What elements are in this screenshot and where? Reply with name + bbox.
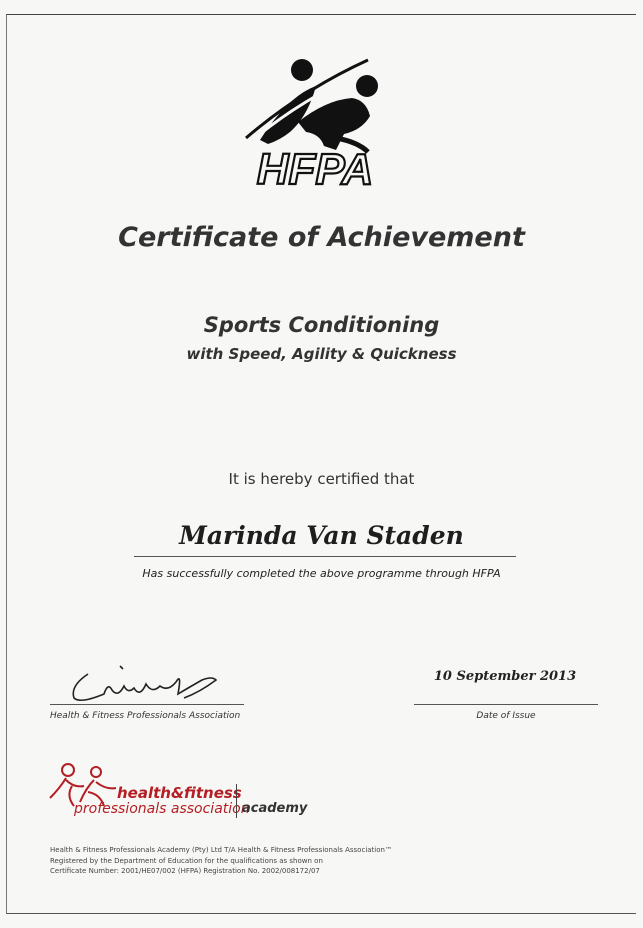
academy-divider bbox=[236, 784, 237, 818]
signature-line bbox=[50, 704, 244, 705]
signature-label: Health & Fitness Professionals Association bbox=[50, 711, 241, 721]
programme-subtitle: with Speed, Agility & Quickness bbox=[186, 345, 457, 363]
issue-date: 10 September 2013 bbox=[433, 669, 577, 684]
athletes-emblem bbox=[246, 59, 378, 152]
hfpa-logo-text: HFPA bbox=[256, 145, 374, 190]
academy-name: health&fitness bbox=[117, 784, 242, 802]
footer-line-2: Registered by the Department of Education for the qualifications as shown on bbox=[50, 856, 323, 865]
academy-subname: professionals association bbox=[74, 801, 250, 817]
programme-title: Sports Conditioning bbox=[203, 313, 440, 337]
footer-line-3: Certificate Number: 2001/HE07/002 (HFPA) Registration No. 2002/008172/07 bbox=[50, 867, 320, 875]
footer-fine-print bbox=[50, 845, 392, 877]
date-label: Date of Issue bbox=[476, 711, 536, 721]
date-line bbox=[414, 704, 598, 705]
recipient-divider bbox=[134, 556, 516, 557]
certified-statement: It is hereby certified that bbox=[228, 470, 415, 488]
signature-scribble bbox=[60, 658, 230, 708]
hfpa-logo bbox=[240, 48, 390, 190]
runner-icon bbox=[50, 764, 116, 806]
completion-statement: Has successfully completed the above programme through HFPA bbox=[142, 567, 501, 580]
recipient-name: Marinda Van Staden bbox=[179, 521, 464, 550]
certificate-title: Certificate of Achievement bbox=[118, 222, 525, 253]
academy-suffix: academy bbox=[242, 801, 308, 816]
footer-line-1: Health & Fitness Professionals Academy (Pty) Ltd T/A Health & Fitness Professionals Association™ bbox=[50, 846, 392, 854]
